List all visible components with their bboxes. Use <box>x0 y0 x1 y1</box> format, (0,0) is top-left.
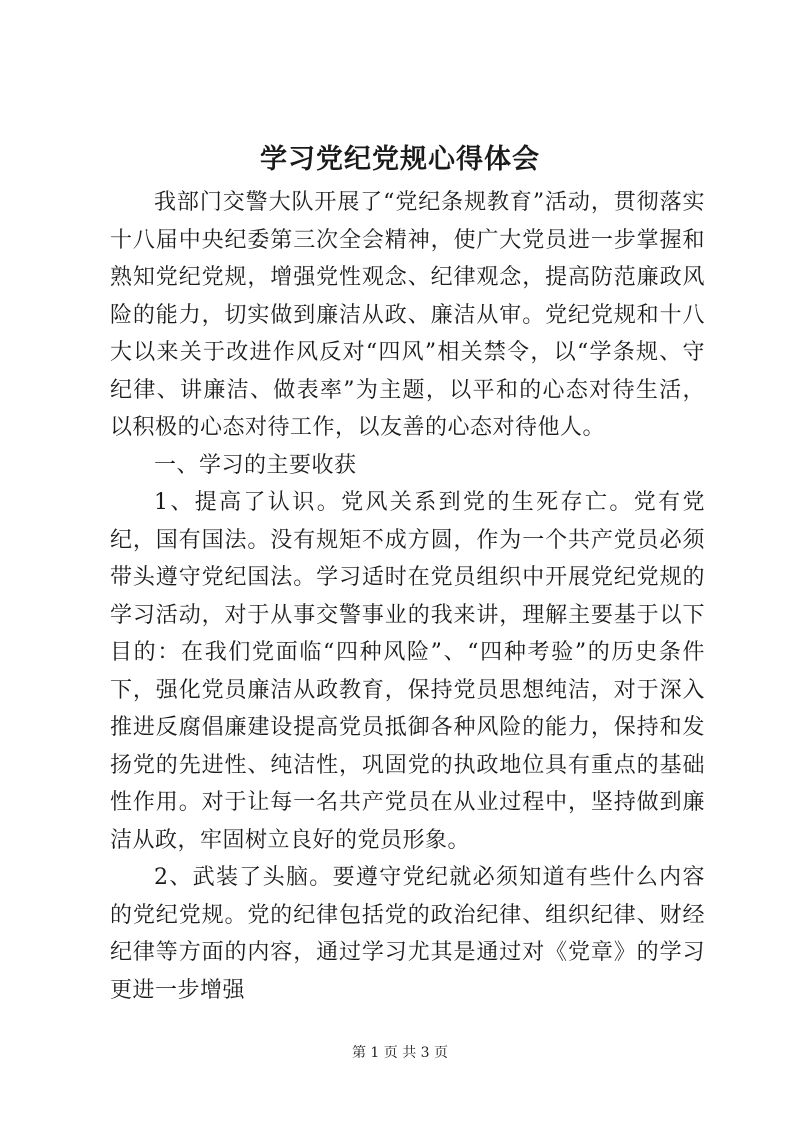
document-body <box>110 184 705 1009</box>
section-heading: 一、学习的主要收获 <box>154 452 357 478</box>
paragraph-point-2: 2、武装了头脑。要遵守党纪就必须知道有些什么内容的党纪党规。党的纪律包括党的政治纪律、组织纪律、财经纪律等方面的内容，通过学习尤其是通过对《党章》的学习更进一步增强 <box>110 865 705 1003</box>
page-footer: 第 1 页 共 3 页 <box>351 1045 449 1061</box>
document-title: 学习党纪党规心得体会 <box>260 144 540 175</box>
paragraph-point-1: 1、提高了认识。党风关系到党的生死存亡。党有党纪，国有国法。没有规矩不成方圆，作为一个共产党员必须带头遵守党纪国法。学习适时在党员组织中开展党纪党规的学习活动，对于从事交警事业的我来讲，理解主要基于以下目的：在我们党面临“四种风险”、“四种考验”的历史条件下，强化党员廉洁从政教育，保持党员思想纯洁，对于深入推进反腐倡廉建设提高党员抵御各种风险的能力，保持和发扬党的先进性、纯洁性，巩固党的执政地位具有重点的基础性作用。对于让每一名共产党员在从业过程中，坚持做到廉洁从政，牢固树立良好的党员形象。 <box>110 490 705 853</box>
paragraph-intro: 我部门交警大队开展了“党纪条规教育”活动，贯彻落实十八届中央纪委第三次全会精神，使广大党员进一步掌握和熟知党纪党规，增强党性观念、纪律观念，提高防范廉政风险的能力，切实做到廉洁从政、廉洁从审。党纪党规和十八大以来关于改进作风反对“四风”相关禁令，以“学条规、守纪律、讲廉洁、做表率”为主题，以平和的心态对待生活，以积极的心态对待工作，以友善的心态对待他人。 <box>110 190 705 440</box>
